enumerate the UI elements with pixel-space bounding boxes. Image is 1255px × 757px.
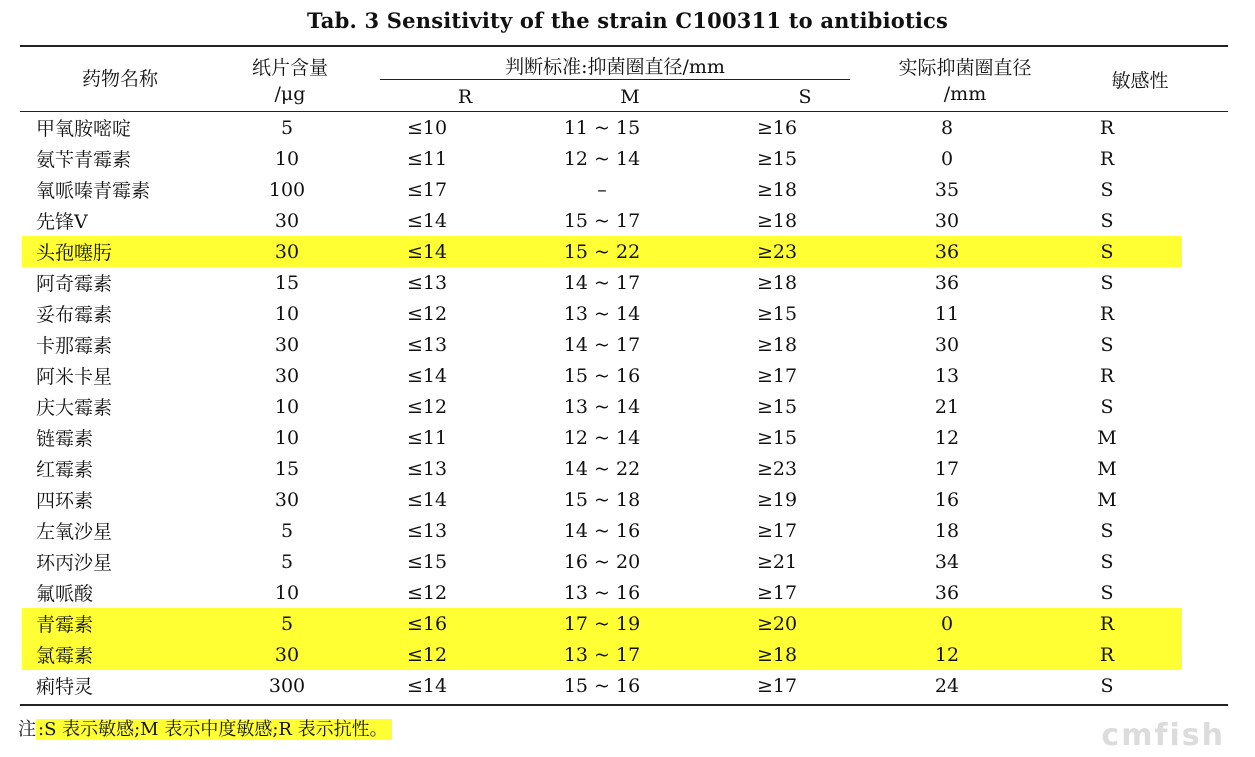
criteria-m-cell: 13 ~ 14 [563,395,641,418]
actual-diameter-cell: 13 [934,364,960,387]
drug-name-cell: 阿米卡星 [36,366,113,388]
actual-diameter-cell: 24 [934,674,960,697]
criteria-s-cell: ≥17 [756,519,798,542]
table-row [22,484,1182,515]
table-row [22,205,1182,236]
disc-content-cell: 30 [274,333,300,356]
criteria-s-cell: ≥23 [756,457,798,480]
disc-content-cell: 15 [274,457,300,480]
sensitivity-cell: S [1100,333,1114,356]
actual-diameter-cell: 0 [940,147,954,170]
actual-diameter-cell: 12 [934,426,960,449]
drug-name-cell: 氯霉素 [22,639,232,670]
drug-name-cell: 阿奇霉素 [36,273,113,295]
criteria-r-cell: ≤13 [406,271,448,294]
table-row [22,422,1182,453]
disc-content-cell: 5 [280,116,294,139]
sensitivity-cell: M [1097,488,1117,511]
header-disc-content [230,57,350,105]
drug-name-cell: 氨苄青霉素 [36,149,132,171]
criteria-m-cell: 14 ~ 16 [563,519,641,542]
actual-diameter-cell: 30 [934,333,960,356]
criteria-s-cell: ≥23 [692,236,862,267]
actual-diameter-cell: 8 [940,116,954,139]
disc-content-cell: 10 [274,426,300,449]
criteria-r-cell: ≤11 [406,147,448,170]
criteria-r-cell: ≤12 [406,581,448,604]
criteria-s-cell: ≥15 [756,147,798,170]
sensitivity-cell: R [1099,116,1115,139]
criteria-m-cell: 15 ~ 16 [563,364,641,387]
header-actual-line2: /mm [943,83,987,105]
sensitivity-table [22,112,1182,701]
table-row [22,267,1182,298]
header-s: S [798,86,812,108]
disc-content-cell: 300 [268,674,306,697]
drug-name-cell: 氟哌酸 [36,583,94,605]
criteria-s-cell: ≥21 [756,550,798,573]
drug-name-cell: 青霉素 [22,608,232,639]
criteria-s-cell: ≥17 [756,364,798,387]
criteria-r-cell: ≤12 [342,639,512,670]
table-row [22,453,1182,484]
disc-content-cell: 5 [280,519,294,542]
actual-diameter-cell: 21 [934,395,960,418]
criteria-m-cell: 14 ~ 17 [563,333,641,356]
table-row [22,112,1182,143]
header-r: R [457,86,473,108]
actual-diameter-cell: 36 [934,581,960,604]
criteria-s-cell: ≥18 [756,178,798,201]
sensitivity-cell: R [1099,364,1115,387]
sensitivity-cell: S [1100,581,1114,604]
drug-name-cell: 痢特灵 [36,676,94,698]
table-note [18,710,392,750]
table-row [22,639,1182,670]
criteria-s-cell: ≥20 [692,608,862,639]
note-prefix: 注 [18,719,36,740]
criteria-r-cell: ≤16 [342,608,512,639]
table-row [22,670,1182,701]
criteria-r-cell: ≤13 [406,333,448,356]
disc-content-cell: 30 [232,639,342,670]
criteria-r-cell: ≤14 [406,674,448,697]
criteria-r-cell: ≤14 [342,236,512,267]
drug-name-cell: 红霉素 [36,459,94,481]
sensitivity-cell: S [1100,395,1114,418]
criteria-r-cell: ≤10 [406,116,448,139]
drug-name-cell: 先锋Ⅴ [36,211,88,233]
header-criteria: 判断标准:抑菌圈直径/mm [505,56,725,78]
criteria-s-cell: ≥15 [756,395,798,418]
table-row [22,329,1182,360]
criteria-m-cell: 12 ~ 14 [563,147,641,170]
criteria-s-cell: ≥15 [756,426,798,449]
sensitivity-cell: R [1032,639,1182,670]
criteria-r-cell: ≤17 [406,178,448,201]
criteria-s-cell: ≥18 [756,333,798,356]
actual-diameter-cell: 17 [934,457,960,480]
actual-diameter-cell: 34 [934,550,960,573]
criteria-m-cell: 15 ~ 17 [563,209,641,232]
criteria-m-cell: 13 ~ 17 [512,639,692,670]
criteria-m-cell: 12 ~ 14 [563,426,641,449]
criteria-m-cell: 11 ~ 15 [563,116,641,139]
drug-name-cell: 链霉素 [36,428,94,450]
criteria-r-cell: ≤14 [406,209,448,232]
criteria-m-cell: 15 ~ 22 [512,236,692,267]
actual-diameter-cell: 12 [862,639,1032,670]
drug-name-cell: 环丙沙星 [36,552,113,574]
criteria-r-cell: ≤15 [406,550,448,573]
criteria-s-cell: ≥16 [756,116,798,139]
disc-content-cell: 10 [274,395,300,418]
criteria-m-cell: 16 ~ 20 [563,550,641,573]
actual-diameter-cell: 0 [862,608,1032,639]
disc-content-cell: 10 [274,302,300,325]
disc-content-cell: 10 [274,147,300,170]
top-rule [20,45,1228,47]
drug-name-cell: 左氧沙星 [36,521,113,543]
drug-name-cell: 头孢噻肟 [22,236,232,267]
sensitivity-cell: M [1097,426,1117,449]
table-row [22,360,1182,391]
table-row [22,174,1182,205]
criteria-s-cell: ≥19 [756,488,798,511]
table-row [22,608,1182,639]
disc-content-cell: 30 [274,364,300,387]
sensitivity-cell: S [1032,236,1182,267]
watermark-logo: cmfish [1101,718,1225,753]
actual-diameter-cell: 36 [862,236,1032,267]
criteria-m-cell: 14 ~ 17 [563,271,641,294]
sensitivity-cell: S [1100,674,1114,697]
criteria-m-cell: 15 ~ 16 [563,674,641,697]
disc-content-cell: 100 [268,178,306,201]
disc-content-cell: 30 [232,236,342,267]
sensitivity-cell: M [1097,457,1117,480]
table-row [22,143,1182,174]
table-row [22,236,1182,267]
header-actual-line1: 实际抑菌圈直径 [898,57,1032,79]
criteria-s-cell: ≥15 [756,302,798,325]
criteria-r-cell: ≤13 [406,519,448,542]
disc-content-cell: 30 [274,488,300,511]
criteria-underline [380,79,850,80]
criteria-r-cell: ≤14 [406,488,448,511]
disc-content-cell: 15 [274,271,300,294]
disc-content-cell: 5 [232,608,342,639]
sensitivity-cell: R [1099,302,1115,325]
criteria-m-cell: 15 ~ 18 [563,488,641,511]
header-disc-line1: 纸片含量 [251,57,328,79]
drug-name-cell: 甲氧胺嘧啶 [36,118,132,140]
table-row [22,546,1182,577]
sensitivity-cell: S [1100,519,1114,542]
actual-diameter-cell: 30 [934,209,960,232]
criteria-s-cell: ≥18 [756,271,798,294]
table-body [22,112,1182,701]
criteria-m-cell: 13 ~ 14 [563,302,641,325]
criteria-m-cell: 14 ~ 22 [563,457,641,480]
criteria-r-cell: ≤12 [406,395,448,418]
table-row [22,298,1182,329]
sensitivity-cell: S [1100,271,1114,294]
actual-diameter-cell: 11 [934,302,960,325]
disc-content-cell: 5 [280,550,294,573]
header-sensitivity: 敏感性 [1111,70,1169,92]
criteria-r-cell: ≤13 [406,457,448,480]
bottom-rule [20,704,1228,706]
drug-name-cell: 妥布霉素 [36,304,113,326]
drug-name-cell: 四环素 [36,490,94,512]
actual-diameter-cell: 16 [934,488,960,511]
drug-name-cell: 氧哌嗪青霉素 [36,180,151,202]
criteria-s-cell: ≥18 [692,639,862,670]
actual-diameter-cell: 18 [934,519,960,542]
table-title: Tab. 3 Sensitivity of the strain C100311 to antibiotics [306,8,949,33]
criteria-r-cell: ≤12 [406,302,448,325]
criteria-m-cell: – [597,178,607,201]
sensitivity-cell: S [1100,178,1114,201]
header-actual-diameter [880,57,1050,105]
sensitivity-cell: R [1099,147,1115,170]
sensitivity-cell: R [1032,608,1182,639]
criteria-s-cell: ≥17 [756,581,798,604]
sensitivity-cell: S [1100,550,1114,573]
criteria-r-cell: ≤11 [406,426,448,449]
actual-diameter-cell: 36 [934,271,960,294]
sensitivity-cell: S [1100,209,1114,232]
header-m: M [620,86,640,108]
criteria-s-cell: ≥17 [756,674,798,697]
criteria-m-cell: 17 ~ 19 [512,608,692,639]
table-row [22,515,1182,546]
drug-name-cell: 庆大霉素 [36,397,113,419]
disc-content-cell: 10 [274,581,300,604]
header-drug-name: 药物名称 [81,68,158,90]
header-disc-line2: /μg [274,83,306,105]
disc-content-cell: 30 [274,209,300,232]
criteria-m-cell: 13 ~ 16 [563,581,641,604]
criteria-r-cell: ≤14 [406,364,448,387]
note-text: :S 表示敏感;M 表示中度敏感;R 表示抗性。 [36,719,392,740]
table-row [22,391,1182,422]
table-row [22,577,1182,608]
drug-name-cell: 卡那霉素 [36,335,113,357]
actual-diameter-cell: 35 [934,178,960,201]
criteria-s-cell: ≥18 [756,209,798,232]
